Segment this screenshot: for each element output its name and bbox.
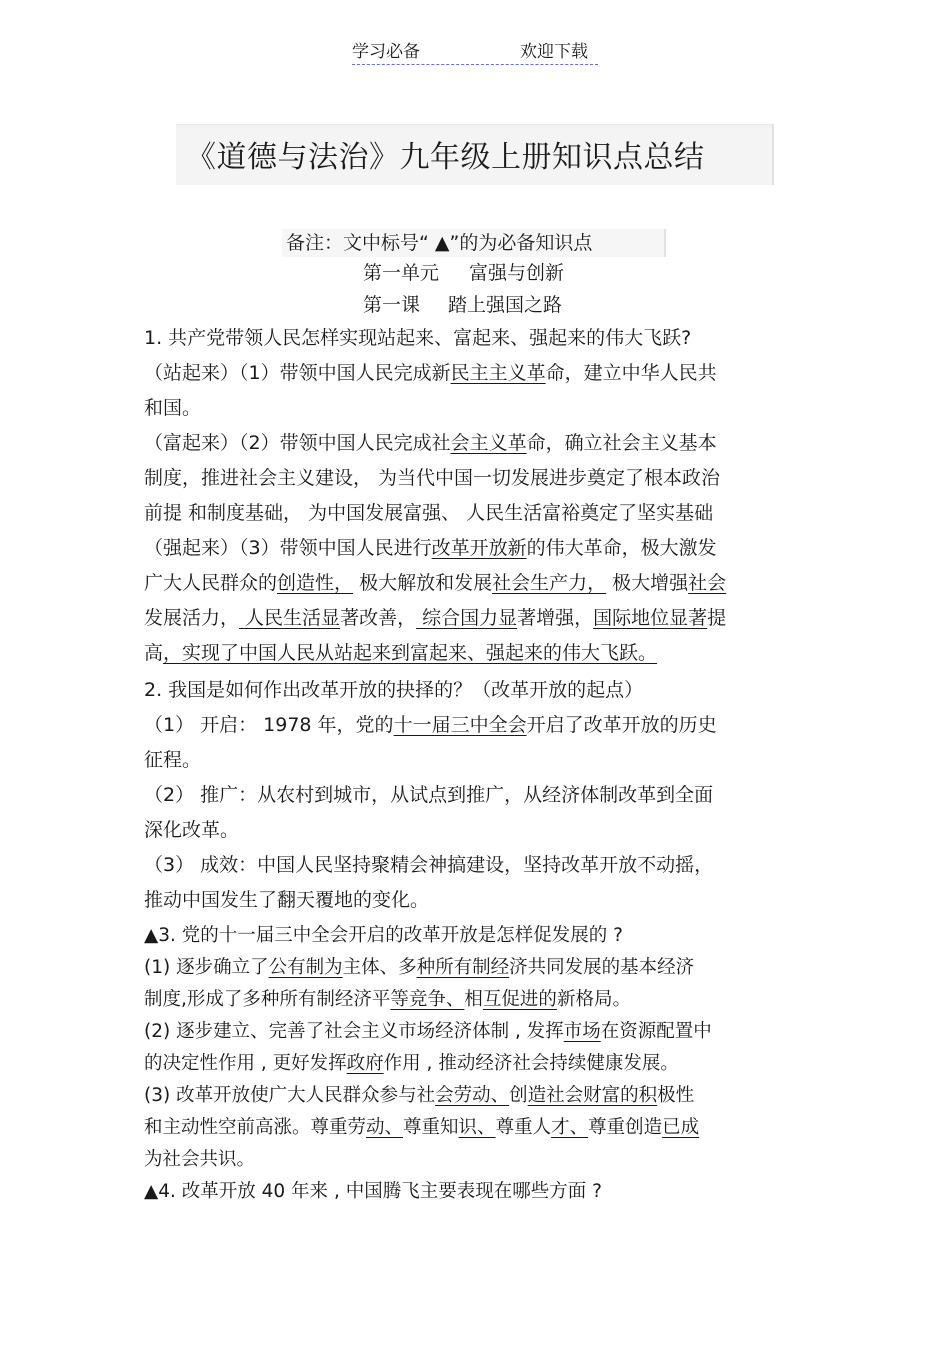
underlined-term: 民主主义革 [450,362,546,384]
text-line [144,499,713,527]
text-segment: 为社会共识。 [144,1149,256,1170]
text-segment: (3) 改革开放使广大人民群众参与社 [144,1085,436,1106]
underlined-term: 会主义革 [450,432,527,454]
text-segment: （2） 推广：从农村到城市，从试点到推广，从经济体制改革到全面 [144,784,714,806]
text-line [144,1050,679,1078]
text-segment: 制度,形成了多种所有制经济平 [144,989,391,1010]
underlined-term: 互促进的 [482,989,557,1010]
text-segment: 和主动性空前高涨。尊重劳 [144,1117,367,1138]
text-line [144,746,201,774]
underlined-term: 等竞争、 [390,989,465,1010]
text-line [144,359,717,387]
text-segment: 1. 共产党带领人民怎样实现站起来、富起来、强起来的伟大飞跃? [144,327,692,349]
text-segment: ▲3. 党的十一届三中全会开启的改革开放是怎样促发展的 ? [144,925,623,946]
text-segment: 创 [509,1085,528,1106]
page-header [352,40,598,65]
text-segment: 著增强， [517,607,594,629]
underlined-term: 已成 [662,1117,700,1138]
unit-heading [363,259,564,287]
underlined-term: 公有制为 [268,957,343,978]
underlined-term: 政府 [346,1053,384,1074]
unit-name: 富强与创新 [469,262,565,284]
underlined-term: 识、 [458,1117,496,1138]
underlined-term: 创造性， [277,572,354,594]
text-segment: 的伟大革命，极大激发 [526,537,717,559]
text-segment: 深化改革。 [144,819,240,841]
text-line [144,954,694,982]
text-segment: 著改善， [340,607,417,629]
text-line [144,986,631,1014]
text-segment: 在资源配置中 [600,1021,712,1042]
text-line [144,1114,699,1142]
text-segment: (2) 逐步建立、完善了社会主义市场经济体制 , 发挥 [144,1021,564,1042]
text-segment: 济共同发展的基本经济 [509,957,695,978]
underlined-term: 十一届三中全会 [393,714,527,736]
underlined-term: 社会生产力， [492,572,607,594]
text-line [144,1018,712,1046]
header-left-text: 学习必备 [352,42,420,62]
text-line [144,534,717,562]
underlined-term: ，实现了中国人民从站起来到富起来、强起来的伟大飞跃。 [163,642,658,664]
text-segment: 的决定性作用 , 更好发挥 [144,1053,347,1074]
text-segment: 极大解放和发展 [353,572,493,594]
underlined-term: 综合国力显 [416,607,518,629]
lesson-label: 第一课 [363,294,421,316]
text-line [144,922,623,950]
underlined-term: 会劳动、 [435,1085,510,1106]
text-segment: 提 [707,607,727,629]
text-segment: 极性 [657,1085,695,1106]
text-segment: （站起来）（1）带领中国人民完成新 [144,362,451,384]
unit-label: 第一单元 [363,262,440,284]
text-segment: 尊重人 [495,1117,552,1138]
text-line [144,1146,255,1174]
text-segment: 命，确立社会主义基本 [526,432,717,454]
text-line [144,464,720,492]
text-segment: （1） 开启： 1978 年，党的 [144,714,394,736]
text-segment: 高 [144,642,164,664]
text-segment: 2. 我国是如何作出改革开放的抉择的？（改革开放的起点） [144,679,644,701]
text-segment: 和国。 [144,397,202,419]
text-segment: 新格局。 [556,989,631,1010]
text-line [144,569,726,597]
underlined-term: 市场 [563,1021,601,1042]
text-segment: 制度，推进社会主义建设， 为当代中国一切发展进步奠定了根本政治 [144,467,721,489]
document-title: 《道德与法治》九年级上册知识点总结 [186,140,705,175]
text-segment: 尊重知 [403,1117,459,1138]
text-segment: 征程。 [144,749,202,771]
text-segment: 开启了改革开放的历史 [526,714,717,736]
lesson-name: 踏上强国之路 [448,294,563,316]
text-line [144,604,726,632]
underlined-term: 才、 [551,1117,589,1138]
text-line [144,394,201,422]
text-segment: 主体、多 [342,957,417,978]
underlined-term: 动、 [366,1117,404,1138]
text-line [144,1082,694,1110]
header-right-text: 欢迎下载 [520,42,588,62]
text-line [144,639,657,667]
text-segment: （3） 成效：中国人民坚持聚精会神搞建设，坚持改革开放不动摇， [144,854,714,876]
text-line [144,711,717,739]
text-segment: 前提 和制度基础， 为中国发展富强、 人民生活富裕奠定了坚实基础 [144,502,714,524]
text-segment: 推动中国发生了翻天覆地的变化。 [144,889,430,911]
text-segment: 作用 , 推动经济社会持续健康发展。 [383,1053,679,1074]
text-segment: 相 [464,989,483,1010]
underlined-term: 国际地位显著 [593,607,708,629]
underlined-term: 种所有制经 [416,957,510,978]
text-segment: ▲4. 改革开放 40 年来 , 中国腾飞主要表现在哪些方面 ? [144,1181,602,1202]
text-segment: （富起来）（2）带领中国人民完成社 [144,432,451,454]
text-line [144,676,643,704]
text-line [144,851,713,879]
text-line [144,429,717,457]
text-segment: 广大人民群众的 [144,572,278,594]
text-segment: 尊重创造 [588,1117,663,1138]
text-segment: （强起来）（3）带领中国人民进行 [144,537,432,559]
text-segment: (1) 逐步确立了 [144,957,269,978]
text-line [144,816,239,844]
underlined-term: 人民生活显 [239,607,341,629]
lesson-heading [363,291,562,319]
text-line [144,886,429,914]
text-segment: 发展活力， [144,607,240,629]
note-text: 备注：文中标号“ ▲”的为必备知识点 [286,232,593,254]
text-segment: 命，建立中华人民共 [545,362,717,384]
underlined-term: 造社会财富的积 [527,1085,658,1106]
underlined-term: 社会 [688,572,727,594]
text-line [144,1178,602,1206]
underlined-term: 改革开放新 [431,537,527,559]
text-line [144,781,713,809]
text-line [144,324,691,352]
text-segment: 极大增强 [606,572,689,594]
